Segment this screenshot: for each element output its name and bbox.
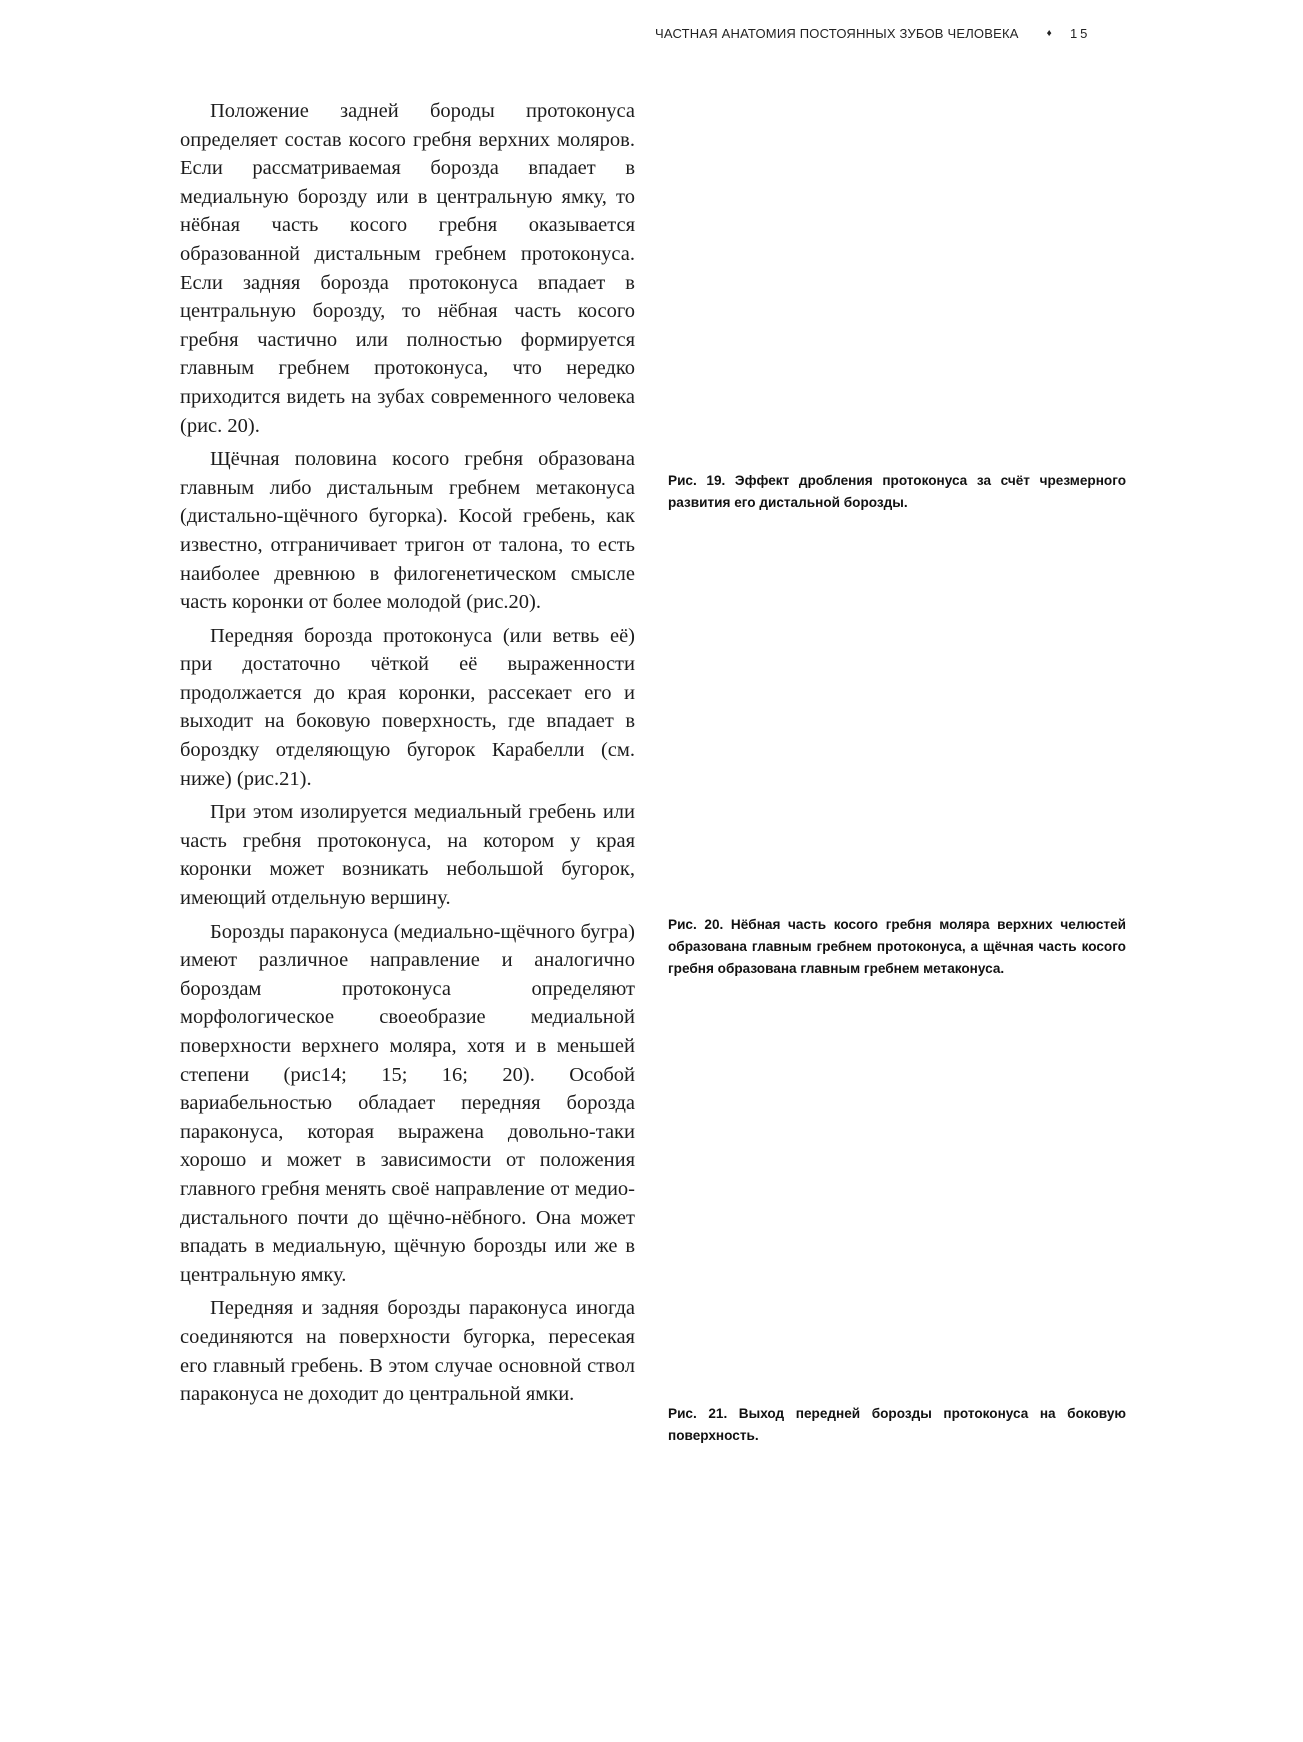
body-paragraph-2: Щёчная половина косого гребня образована главным либо дистальным гребнем метаконуса (дистально-щёчного бугорка). Косой гребень, как известно, отграничивает тригон от талона, то есть наиболее древнюю в филогенетическом смысле часть коронки от более молодой (рис.20). bbox=[180, 448, 635, 614]
figure-19-caption: Рис. 19. Эффект дробления протоконуса за счёт чрезмерного развития его дистальной борозды. bbox=[668, 473, 1126, 510]
diamond-separator-icon: ♦ bbox=[1046, 28, 1052, 39]
main-text-column bbox=[180, 97, 635, 1414]
body-paragraph-1: Положение задней бороды протоконуса определяет состав косого гребня верхних моляров. Если рассматриваемая борозда впадает в медиальную борозду или в центральную ямку, то нёбная часть косого гребня оказывается образованной дистальным гребнем протоконуса. Если задняя борозда протоконуса впадает в центральную борозду, то нёбная часть косого гребня частично или полностью формируется главным гребнем протоконуса, что нередко приходится видеть на зубах современного человека (рис. 20). bbox=[180, 100, 635, 437]
running-header bbox=[655, 26, 1125, 41]
body-paragraph-4: При этом изолируется медиальный гребень или часть гребня протоконуса, на котором у края коронки может возникать небольшой бугорок, имеющий отдельную вершину. bbox=[180, 801, 635, 910]
figure-21-caption: Рис. 21. Выход передней борозды протоконуса на боковую поверхность. bbox=[668, 1406, 1126, 1443]
body-paragraph-6: Передняя и задняя борозды параконуса иногда соединяются на поверхности бугорка, пересекая его главный гребень. В этом случае основной ствол параконуса не доходит до центральной ямки. bbox=[180, 1297, 635, 1406]
body-paragraph-5: Борозды параконуса (медиально-щёчного бугра) имеют различное направление и аналогично бороздам протоконуса определяют морфологическое своеобразие медиальной поверхности верхнего моляра, хотя и в меньшей степени (рис14; 15; 16; 20). Особой вариабельностью обладает передняя борозда параконуса, которая выражена довольно-таки хорошо и может в зависимости от положения главного гребня менять своё направление от медио-дистального почти до щёчно-нёбного. Она может впадать в медиальную, щёчную борозды или же в центральную ямку. bbox=[180, 920, 635, 1286]
running-header-title: ЧАСТНАЯ АНАТОМИЯ ПОСТОЯННЫХ ЗУБОВ ЧЕЛОВЕКА bbox=[655, 26, 1019, 41]
page-number: 15 bbox=[1069, 26, 1091, 41]
figure-20-caption: Рис. 20. Нёбная часть косого гребня моляра верхних челюстей образована главным гребнем протоконуса, а щёчная часть косого гребня образована главным гребнем метаконуса. bbox=[668, 917, 1126, 976]
body-paragraph-3: Передняя борозда протоконуса (или ветвь её) при достаточно чёткой её выраженности продолжается до края коронки, рассекает его и выходит на боковую поверхность, где впадает в бороздку отделяющую бугорок Карабелли (см. ниже) (рис.21). bbox=[180, 624, 635, 790]
